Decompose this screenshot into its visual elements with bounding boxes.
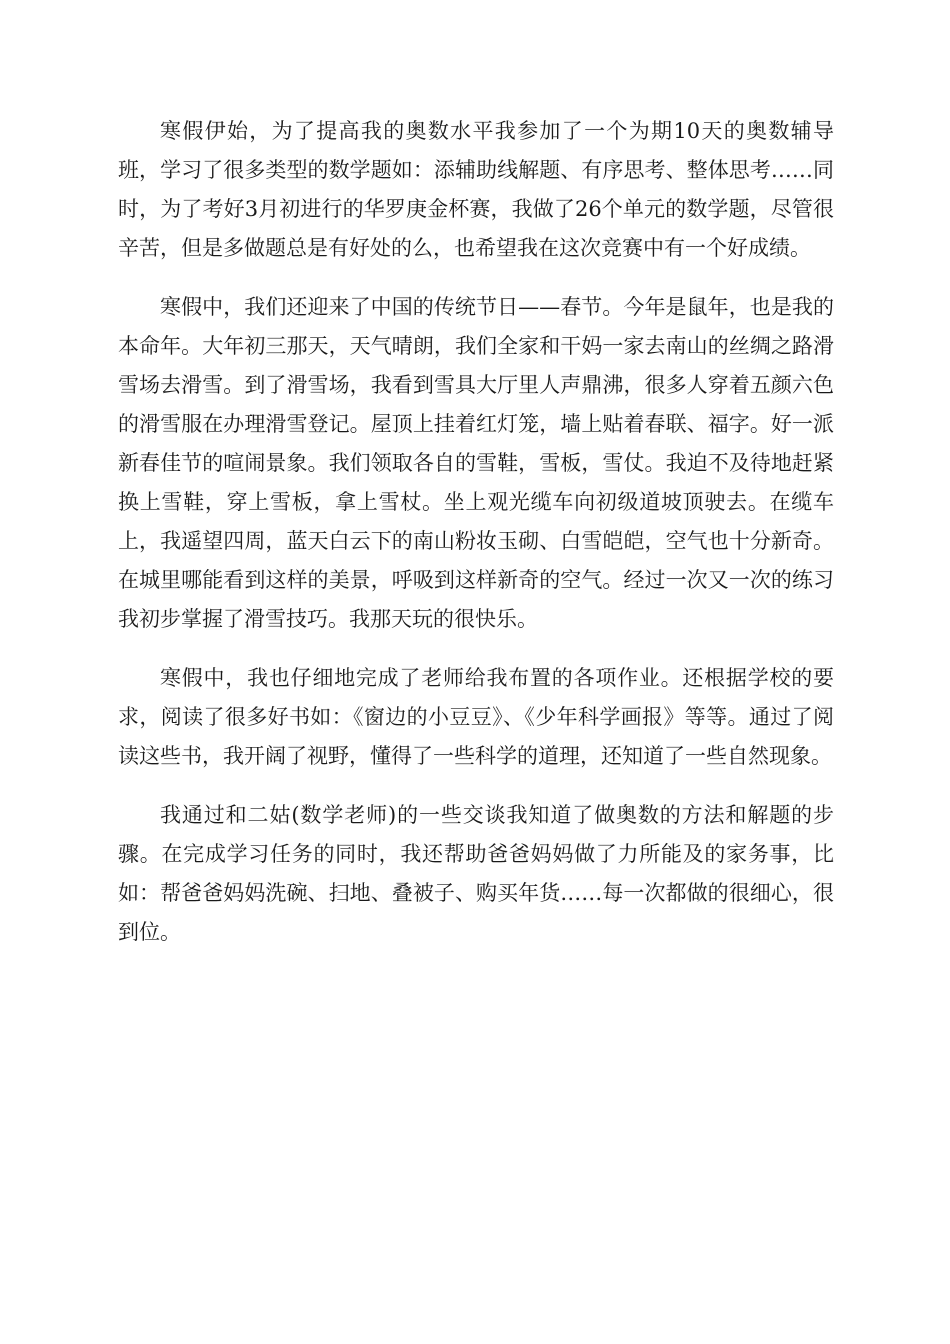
paragraph-winter-math-class: 寒假伊始，为了提高我的奥数水平我参加了一个为期10天的奥数辅导班，学习了很多类型的数学题如：添辅助线解题、有序思考、整体思考……同时，为了考好3月初进行的华罗庚金杯赛，我做了26个单元的数学题，尽管很辛苦，但是多做题总是有好处的么，也希望我在这次竞赛中有一个好成绩。: [118, 119, 834, 260]
paragraph-housework: 我通过和二姑(数学老师)的一些交谈我知道了做奥数的方法和解题的步骤。在完成学习任务的同时，我还帮助爸爸妈妈做了力所能及的家务事，比如：帮爸爸妈妈洗碗、扫地、叠被子、购买年货……每一次都做的很细心，很到位。: [118, 803, 834, 944]
document-body: [118, 112, 834, 972]
paragraph-homework-reading: 寒假中，我也仔细地完成了老师给我布置的各项作业。还根据学校的要求，阅读了很多好书如：《窗边的小豆豆》、《少年科学画报》等等。通过了阅读这些书，我开阔了视野，懂得了一些科学的道理，还知道了一些自然现象。: [118, 666, 834, 768]
paragraph-spring-festival-skiing: 寒假中，我们还迎来了中国的传统节日——春节。今年是鼠年，也是我的本命年。大年初三那天，天气晴朗，我们全家和干妈一家去南山的丝绸之路滑雪场去滑雪。到了滑雪场，我看到雪具大厅里人声鼎沸，很多人穿着五颜六色的滑雪服在办理滑雪登记。屋顶上挂着红灯笼，墙上贴着春联、福字。好一派新春佳节的喧闹景象。我们领取各自的雪鞋，雪板，雪仗。我迫不及待地赶紧换上雪鞋，穿上雪板，拿上雪杖。坐上观光缆车向初级道坡顶驶去。在缆车上，我遥望四周，蓝天白云下的南山粉妆玉砌、白雪皑皑，空气也十分新奇。在城里哪能看到这样的美景，呼吸到这样新奇的空气。经过一次又一次的练习我初步掌握了滑雪技巧。我那天玩的很快乐。: [118, 295, 834, 631]
